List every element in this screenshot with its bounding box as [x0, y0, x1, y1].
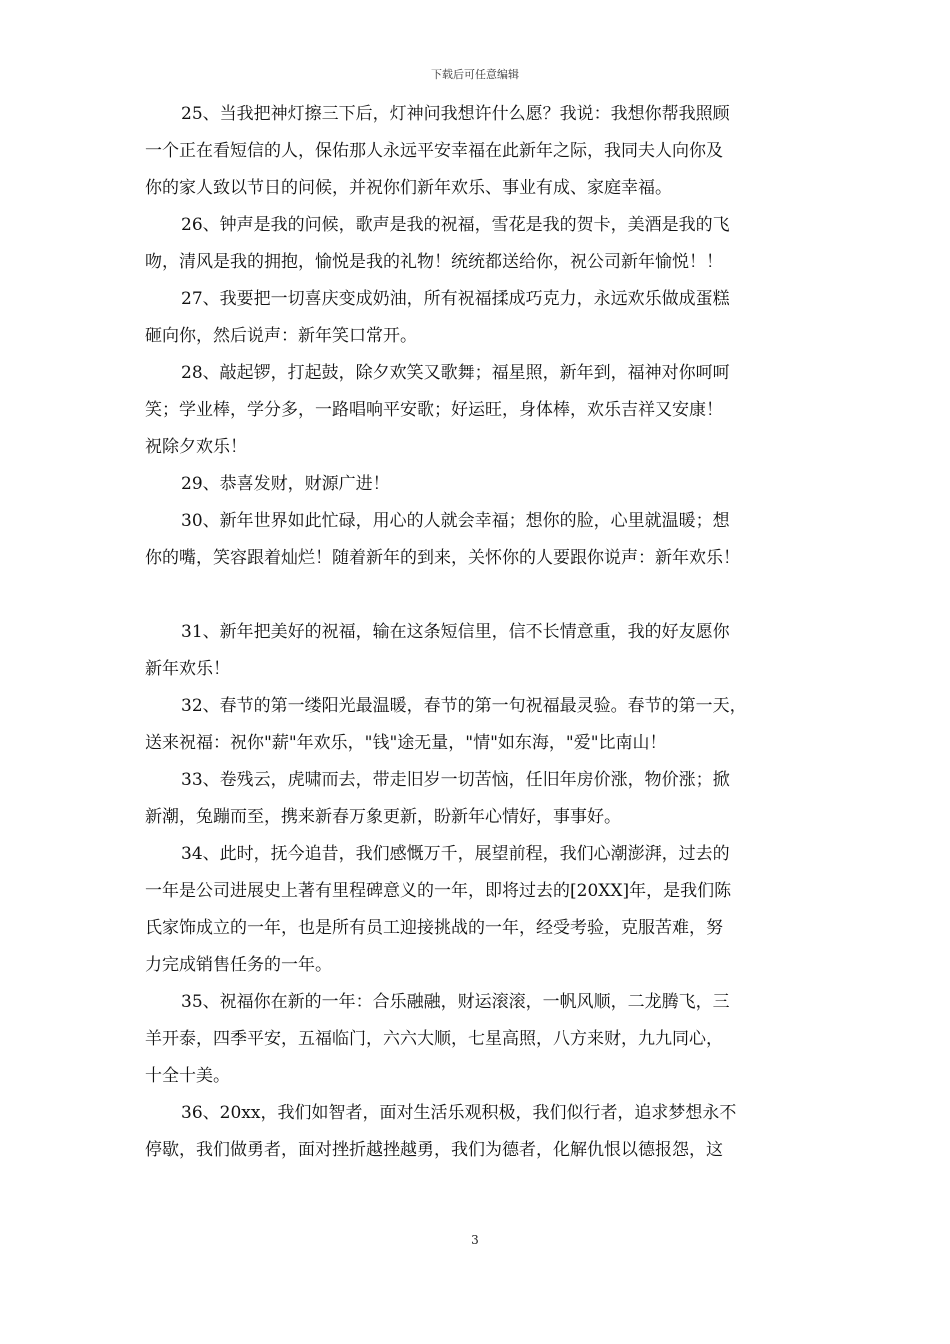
- paragraph-line: 29、恭喜发财，财源广进！: [181, 474, 390, 494]
- paragraph-line: 一个正在看短信的人，保佑那人永远平安幸福在此新年之际，我同夫人向你及: [145, 141, 723, 161]
- paragraph-line: 33、卷残云，虎啸而去，带走旧岁一切苦恼，任旧年房价涨，物价涨；掀: [181, 770, 730, 790]
- paragraph: [145, 466, 817, 503]
- paragraph-line: 26、钟声是我的问候，歌声是我的祝福，雪花是我的贺卡，美酒是我的飞: [181, 215, 730, 235]
- paragraph: [145, 836, 817, 984]
- paragraph-line: 一年是公司进展史上著有里程碑意义的一年，即将过去的[20XX]年，是我们陈: [145, 881, 732, 901]
- paragraph-line: 你的嘴，笑容跟着灿烂！随着新年的到来，关怀你的人要跟你说声：新年欢乐！: [145, 548, 740, 568]
- paragraph-line: 羊开泰，四季平安，五福临门，六六大顺，七星高照，八方来财，九九同心，: [145, 1029, 723, 1049]
- paragraph-line: 新潮，兔蹦而至，携来新春万象更新，盼新年心情好，事事好。: [145, 807, 621, 827]
- paragraph-line: 氏家饰成立的一年，也是所有员工迎接挑战的一年，经受考验，克服苦难，努: [145, 918, 723, 938]
- paragraph-line: 27、我要把一切喜庆变成奶油，所有祝福揉成巧克力，永远欢乐做成蛋糕: [181, 289, 730, 309]
- paragraph-line: 新年欢乐！: [145, 659, 230, 679]
- paragraph: [145, 355, 817, 466]
- paragraph: [145, 762, 817, 836]
- paragraph-line: 34、此时，抚今追昔，我们感慨万千，展望前程，我们心潮澎湃，过去的: [181, 844, 730, 864]
- paragraph-line: 25、当我把神灯擦三下后，灯神问我想许什么愿？我说：我想你帮我照顾: [181, 104, 730, 124]
- paragraph-line: 32、春节的第一缕阳光最温暖，春节的第一句祝福最灵验。春节的第一天，: [181, 696, 747, 716]
- paragraph: [145, 207, 817, 281]
- paragraph: [145, 1095, 817, 1169]
- paragraph-line: 36、20xx，我们如智者，面对生活乐观积极，我们似行者，追求梦想永不: [181, 1103, 737, 1123]
- paragraph: [145, 281, 817, 355]
- paragraph-line: 祝除夕欢乐！: [145, 437, 247, 457]
- page-number: 3: [471, 1233, 479, 1247]
- document-body: [145, 96, 817, 1169]
- paragraph-line: 送来祝福：祝你"薪"年欢乐，"钱"途无量，"情"如东海，"爱"比南山！: [145, 733, 667, 753]
- paragraph: [145, 614, 817, 688]
- paragraph-line: 力完成销售任务的一年。: [145, 955, 332, 975]
- paragraph-line: 吻，清风是我的拥抱，愉悦是我的礼物！统统都送给你，祝公司新年愉悦！！: [145, 252, 723, 272]
- paragraph-line: 31、新年把美好的祝福，输在这条短信里，信不长情意重，我的好友愿你: [181, 622, 730, 642]
- page-header: 下载后可任意编辑: [431, 68, 519, 81]
- paragraph-line: 砸向你，然后说声：新年笑口常开。: [145, 326, 417, 346]
- paragraph-line: 你的家人致以节日的问候，并祝你们新年欢乐、事业有成、家庭幸福。: [145, 178, 672, 198]
- paragraph: [145, 984, 817, 1095]
- paragraph: [145, 688, 817, 762]
- paragraph-line: 笑；学业棒，学分多，一路唱响平安歌；好运旺，身体棒，欢乐吉祥又安康！: [145, 400, 723, 420]
- paragraph: [145, 96, 817, 207]
- paragraph: [145, 503, 817, 577]
- paragraph-line: 停歇，我们做勇者，面对挫折越挫越勇，我们为德者，化解仇恨以德报怨，这: [145, 1140, 723, 1160]
- paragraph-line: 28、敲起锣，打起鼓，除夕欢笑又歌舞；福星照，新年到，福神对你呵呵: [181, 363, 730, 383]
- paragraph-line: 30、新年世界如此忙碌，用心的人就会幸福；想你的脸，心里就温暖；想: [181, 511, 730, 531]
- paragraph-line: 十全十美。: [145, 1066, 230, 1086]
- paragraph-line: 35、祝福你在新的一年：合乐融融，财运滚滚，一帆风顺，二龙腾飞，三: [181, 992, 730, 1012]
